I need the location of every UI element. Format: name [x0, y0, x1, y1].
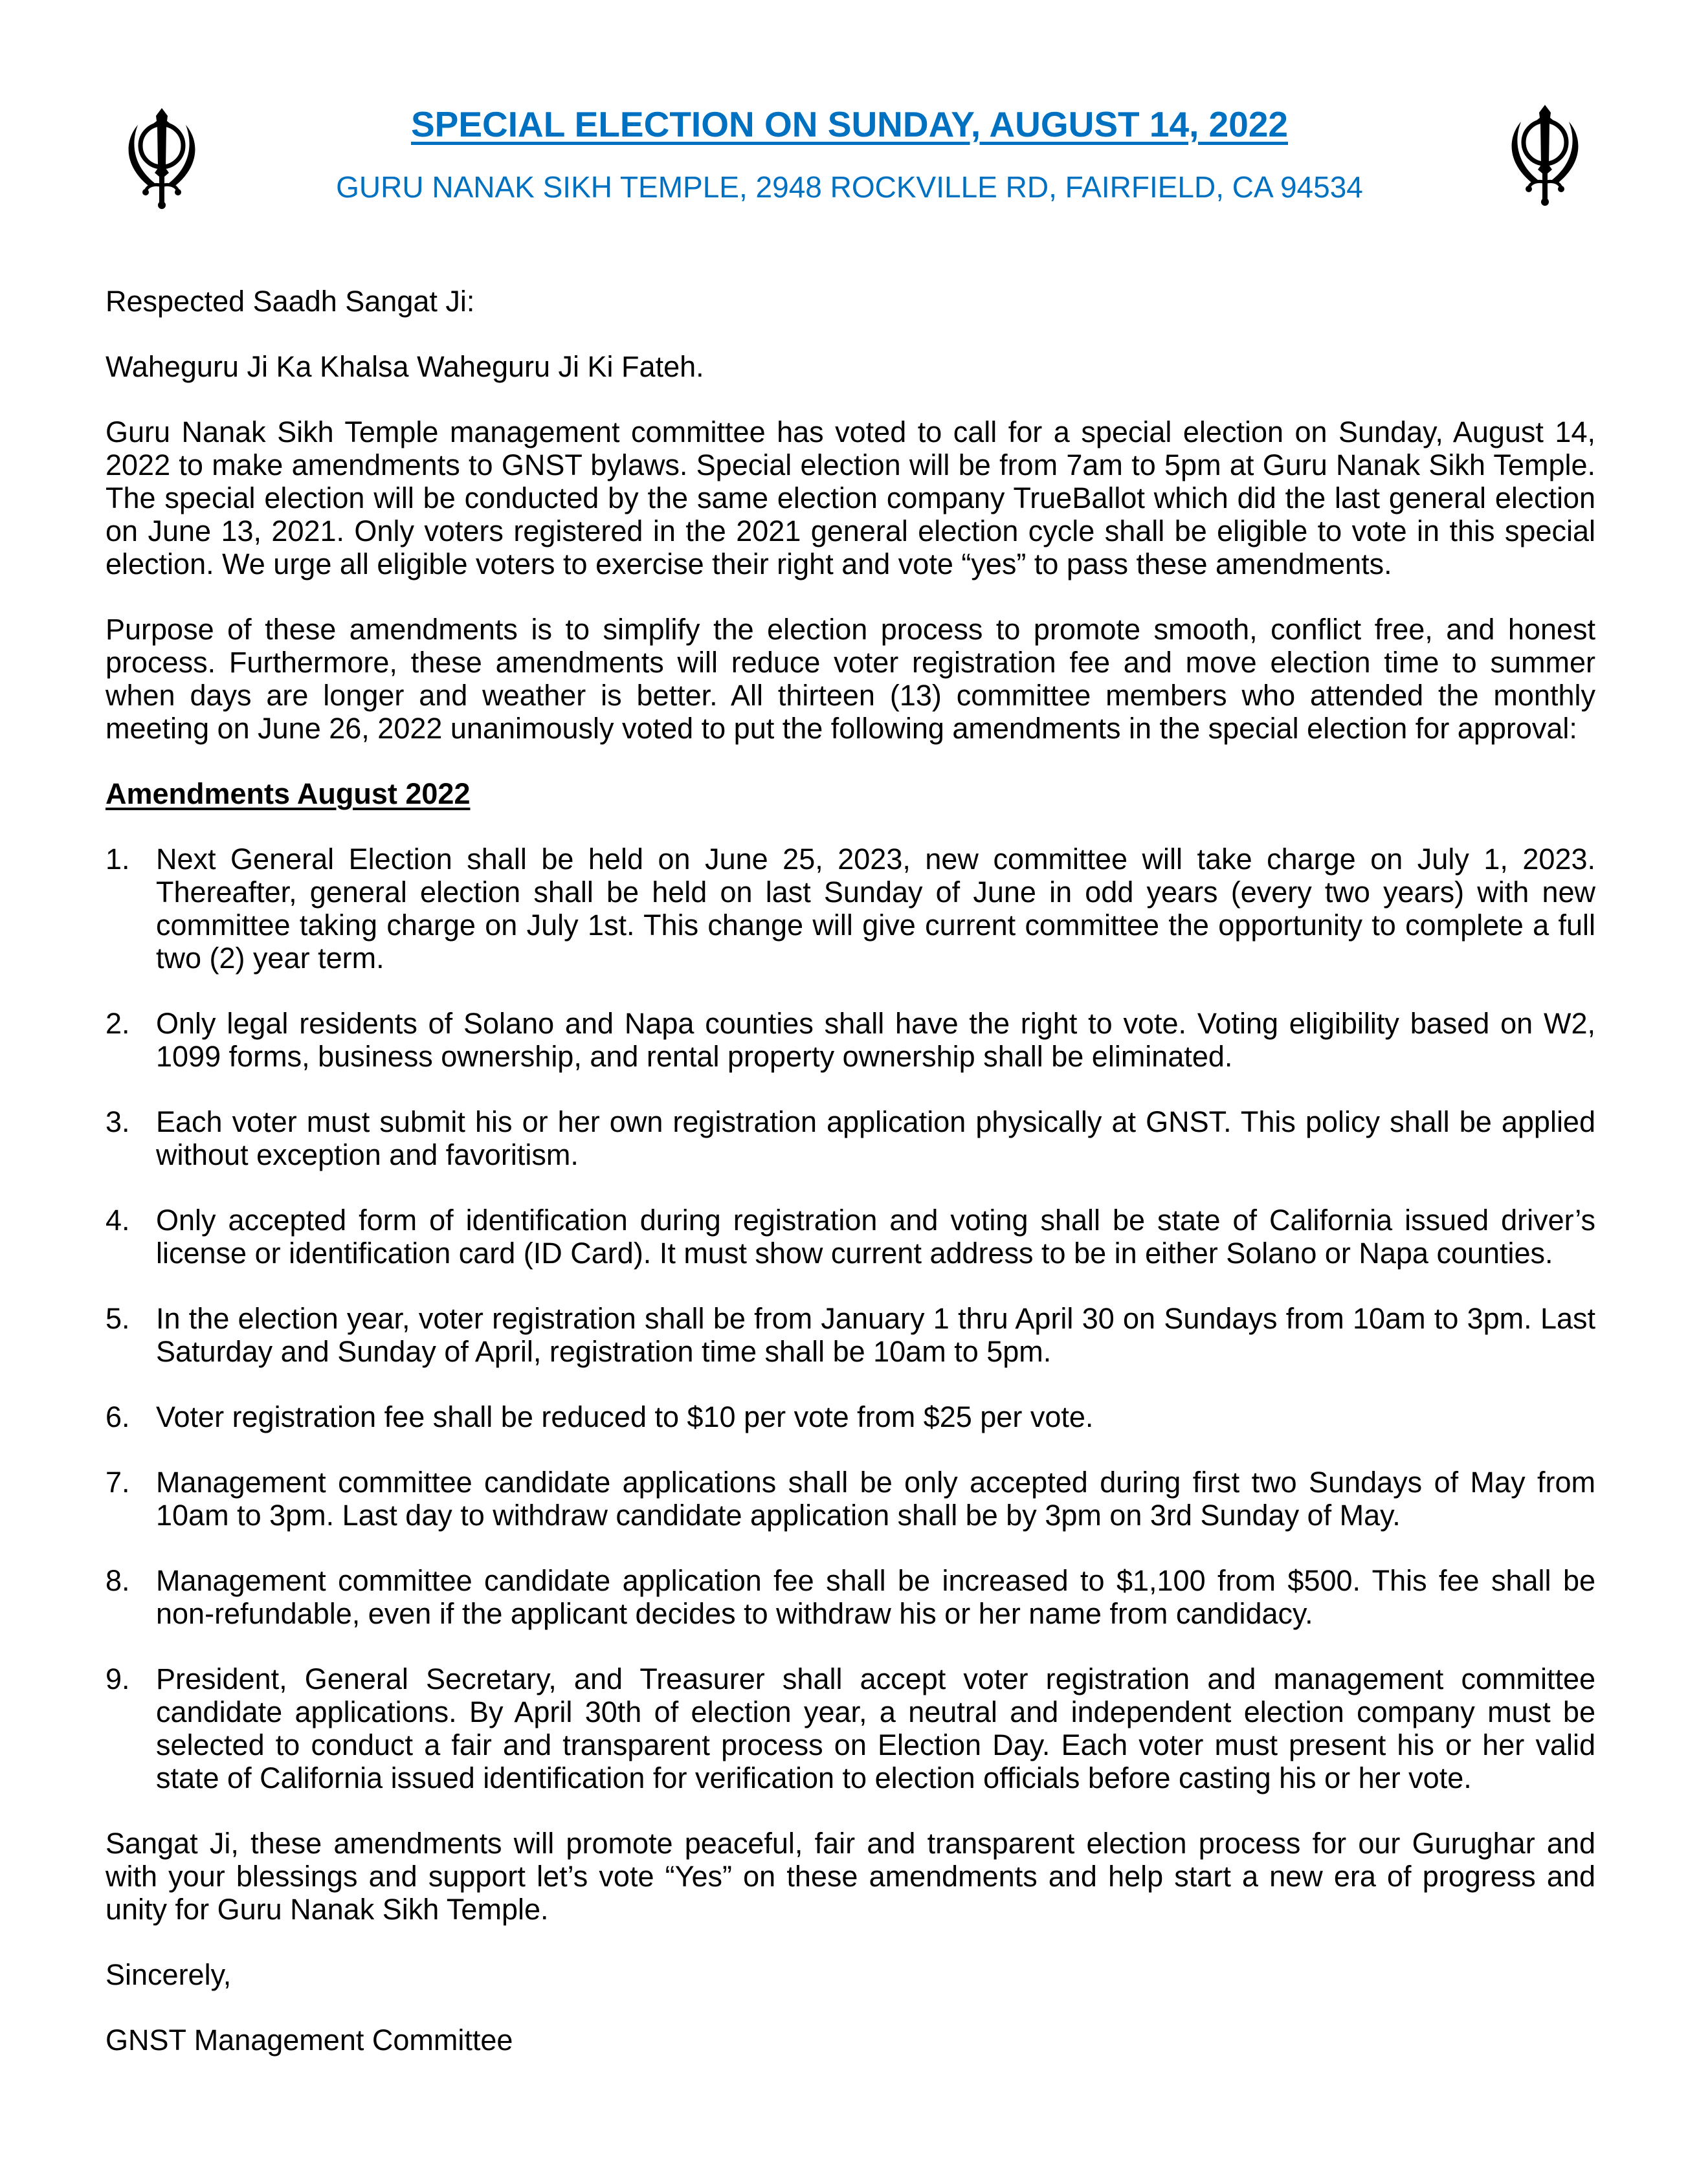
paragraph-intro: Guru Nanak Sikh Temple management committee has voted to call for a special election on Sunday, August 14, 2022 to make amendments to GNST bylaws. Special election will be from 7am to 5pm at Guru Nanak Sikh Temple. The special election will be conducted by the same election company TrueBallot which did the last general election on June 13, 2021. Only voters registered in the 2021 general election cycle shall be eligible to vote in this special election. We urge all eligible voters to exercise their right and vote “yes” to pass these amendments.: [105, 415, 1595, 580]
list-item: [105, 1302, 1595, 1368]
list-text: Only legal residents of Solano and Napa counties shall have the right to vote. Voting eligibility based on W2, 1099 forms, business ownership, and rental property ownership shall be eliminated.: [156, 1007, 1595, 1073]
list-item: [105, 1204, 1595, 1270]
amendments-heading: Amendments August 2022: [105, 777, 471, 810]
list-text: President, General Secretary, and Treasurer shall accept voter registration and management committee candidate applications. By April 30th of election year, a neutral and independent election company must be selected to conduct a fair and transparent process on Election Day. Each voter must present his or her valid state of California issued identification for verification to election officials before casting his or her vote.: [156, 1662, 1595, 1794]
list-number: 9.: [105, 1662, 130, 1695]
letter-body: [105, 285, 1595, 2089]
greeting: Waheguru Ji Ka Khalsa Waheguru Ji Ki Fateh.: [105, 350, 704, 383]
list-text: Voter registration fee shall be reduced to $10 per vote from $25 per vote.: [156, 1400, 1094, 1433]
amendments-list: [105, 843, 1595, 1794]
list-text: Only accepted form of identification during registration and voting shall be state of California issued driver’s license or identification card (ID Card). It must show current address to be in either Solano or Napa counties.: [156, 1204, 1595, 1270]
list-text: Each voter must submit his or her own registration application physically at GNST. This policy shall be applied without exception and favoritism.: [156, 1105, 1595, 1171]
list-text: In the election year, voter registration shall be from January 1 thru April 30 on Sundays from 10am to 3pm. Last Saturday and Sunday of April, registration time shall be 10am to 5pm.: [156, 1302, 1595, 1368]
list-number: 1.: [105, 843, 130, 876]
list-item: [105, 1400, 1595, 1433]
list-item: [105, 843, 1595, 975]
list-number: 2.: [105, 1007, 130, 1040]
list-text: Next General Election shall be held on June 25, 2023, new committee will take charge on July 1, 2023. Thereafter, general election shall be held on last Sunday of June in odd years (every two years) with new committee taking charge on July 1st. This change will give current committee the opportunity to complete a full two (2) year term.: [156, 843, 1595, 975]
list-number: 7.: [105, 1466, 130, 1499]
list-number: 6.: [105, 1400, 130, 1433]
salutation: Respected Saadh Sangat Ji:: [105, 285, 475, 318]
page-title: SPECIAL ELECTION ON SUNDAY, AUGUST 14, 2022: [411, 104, 1288, 144]
list-item: [105, 1105, 1595, 1171]
sign-off: Sincerely,: [105, 1958, 232, 1991]
list-number: 4.: [105, 1204, 130, 1237]
list-text: Management committee candidate application fee shall be increased to $1,100 from $500. This fee shall be non-refundable, even if the applicant decides to withdraw his or her name from candidacy.: [156, 1564, 1595, 1630]
page-subtitle: GURU NANAK SIKH TEMPLE, 2948 ROCKVILLE RD, FAIRFIELD, CA 94534: [336, 170, 1363, 204]
list-item: [105, 1007, 1595, 1073]
signature: GNST Management Committee: [105, 2024, 513, 2057]
list-number: 3.: [105, 1105, 130, 1138]
list-item: [105, 1564, 1595, 1630]
list-item: [105, 1662, 1595, 1794]
list-number: 8.: [105, 1564, 130, 1597]
list-number: 5.: [105, 1302, 130, 1335]
list-item: [105, 1466, 1595, 1532]
paragraph-purpose: Purpose of these amendments is to simplify the election process to promote smooth, conflict free, and honest process. Furthermore, these amendments will reduce voter registration fee and move election time to summer when days are longer and weather is better. All thirteen (13) committee members who attended the monthly meeting on June 26, 2022 unanimously voted to put the following amendments in the special election for approval:: [105, 613, 1595, 745]
closing-paragraph: Sangat Ji, these amendments will promote peaceful, fair and transparent election process for our Gurughar and with your blessings and support let’s vote “Yes” on these amendments and help start a new era of progress and unity for Guru Nanak Sikh Temple.: [105, 1827, 1595, 1926]
list-text: Management committee candidate applications shall be only accepted during first two Sundays of May from 10am to 3pm. Last day to withdraw candidate application shall be by 3pm on 3rd Sunday of May.: [156, 1466, 1595, 1532]
